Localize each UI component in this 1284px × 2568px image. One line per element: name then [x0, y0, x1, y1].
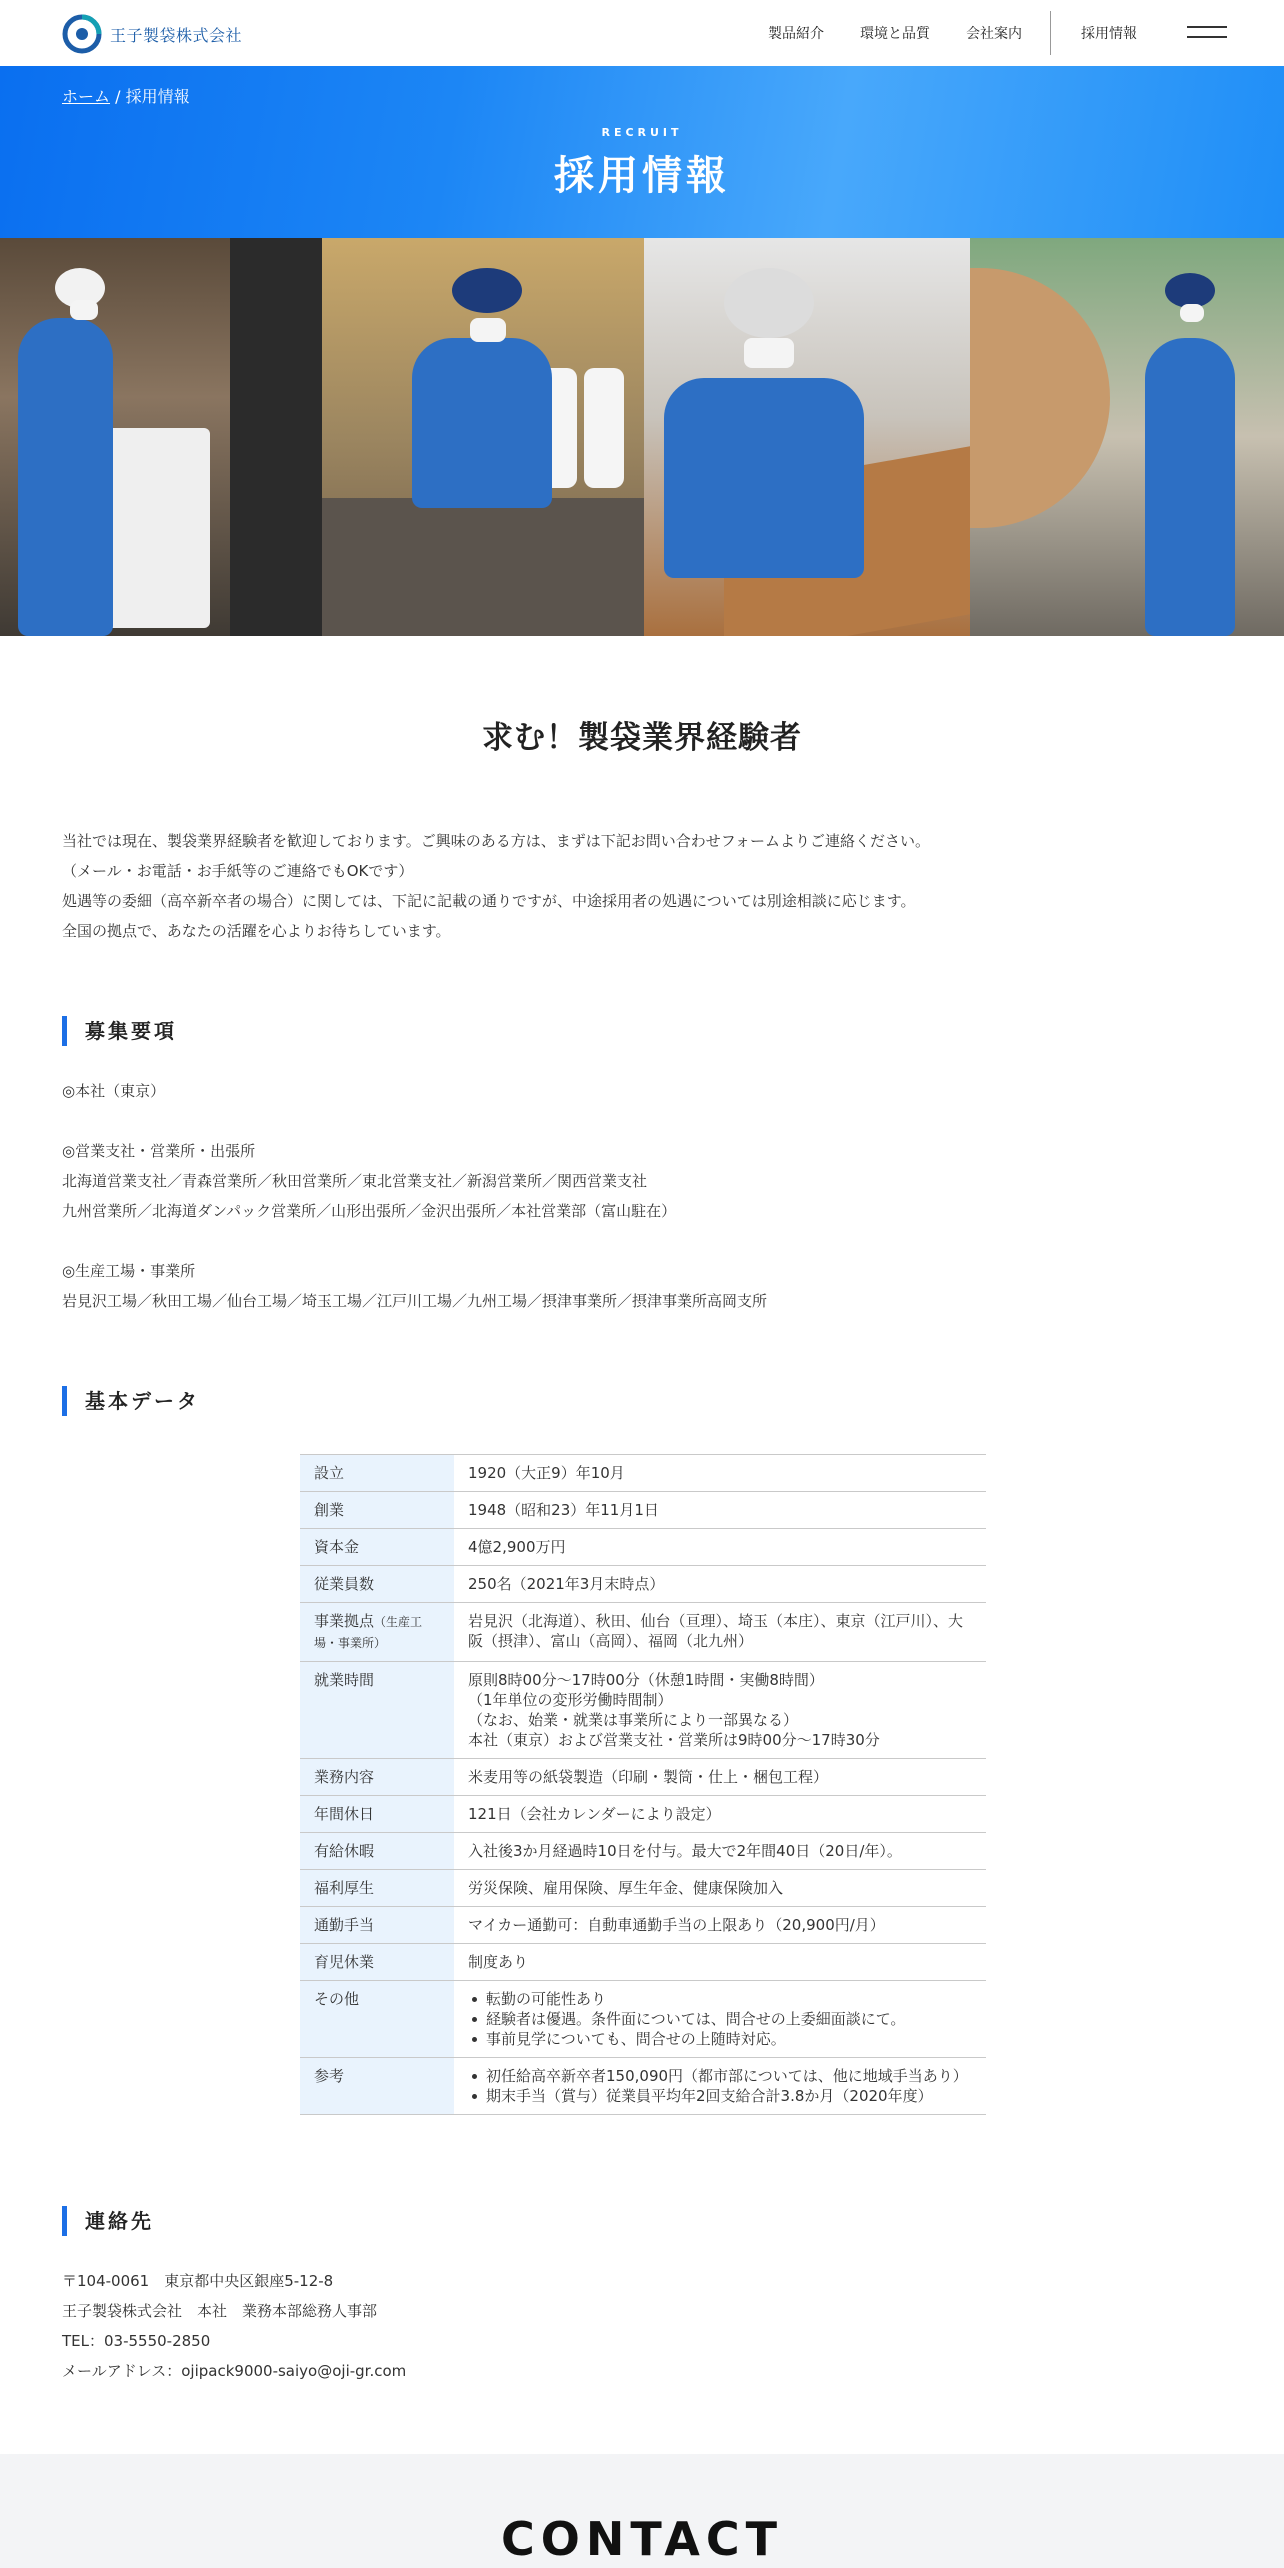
intro-line: 当社では現在、製袋業界経験者を歓迎しております。ご興味のある方は、まずは下記お問い合わせフォームよりご連絡ください。: [62, 832, 931, 850]
value-line: （なお、始業・就業は事業所により一部異なる）: [468, 1711, 799, 1729]
contact-postal-address: 〒104-0061 東京都中央区銀座5-12-8: [62, 2272, 334, 2290]
photo-roll-handling-worker: [970, 238, 1284, 636]
table-row: [300, 1944, 986, 1981]
table-row: [300, 2058, 986, 2115]
page-title: 採用情報: [554, 153, 730, 199]
nav-products[interactable]: 製品紹介: [768, 26, 824, 42]
bullet-item: 転勤の可能性あり: [468, 1989, 972, 2009]
photo-forklift-worker: [0, 238, 322, 636]
global-nav: [768, 0, 1227, 66]
row-label: 資本金: [300, 1529, 454, 1566]
intro-line: （メール・お電話・お手紙等のご連絡でもOKです）: [62, 862, 414, 880]
row-label: 就業時間: [300, 1662, 454, 1759]
breadcrumb-current: 採用情報: [125, 87, 190, 106]
logo-text: 王子製袋株式会社: [110, 25, 243, 45]
row-value: マイカー通勤可：自動車通勤手当の上限あり（20,900円/月）: [454, 1907, 986, 1944]
recruit-sales-title: ◎営業支社・営業所・出張所: [62, 1142, 256, 1160]
row-value: 250名（2021年3月末時点）: [454, 1566, 986, 1603]
row-value: 労災保険、雇用保険、厚生年金、健康保険加入: [454, 1870, 986, 1907]
row-value: 1948（昭和23）年11月1日: [454, 1492, 986, 1529]
intro-text: [62, 826, 1222, 946]
table-row: [300, 1662, 986, 1759]
row-value: 岩見沢（北海道）、秋田、仙台（亘理）、埼玉（本庄）、東京（江戸川）、大阪（摂津）、富山（高岡）、福岡（北九州）: [454, 1603, 986, 1662]
contact-section: [0, 2454, 1284, 2568]
table-row: [300, 1529, 986, 1566]
value-line: 原則8時00分～17時00分（休憩1時間・実働8時間）: [468, 1671, 824, 1689]
row-value: 入社後3か月経過時10日を付与。最大で2年間40日（20日/年）。: [454, 1833, 986, 1870]
table-row: [300, 1833, 986, 1870]
row-label: その他: [300, 1981, 454, 2058]
lead-title: 求む！製袋業界経験者: [482, 720, 802, 756]
row-value: 制度あり: [454, 1944, 986, 1981]
recruit-sales-line: 北海道営業支社／青森営業所／秋田営業所／東北営業支社／新潟営業所／関西営業支社: [62, 1172, 648, 1190]
breadcrumb: [62, 84, 190, 107]
row-label: [300, 1603, 454, 1662]
bullet-list: [468, 1989, 972, 2049]
row-label: 育児休業: [300, 1944, 454, 1981]
contact-department: 王子製袋株式会社 本社 業務本部総務人事部: [62, 2302, 378, 2320]
section-heading-contact: 連絡先: [62, 2206, 154, 2236]
page-hero: [0, 66, 1284, 238]
table-row: [300, 1603, 986, 1662]
row-value: 121日（会社カレンダーにより設定）: [454, 1796, 986, 1833]
row-label-note: （生産工場・事業所）: [314, 1615, 423, 1650]
row-label: 通勤手当: [300, 1907, 454, 1944]
recruit-hq: ◎本社（東京）: [62, 1082, 166, 1100]
table-row: [300, 1870, 986, 1907]
nav-company[interactable]: 会社案内: [966, 26, 1022, 42]
hamburger-menu-icon[interactable]: [1187, 26, 1227, 40]
hero-subtitle: RECRUIT: [601, 126, 683, 139]
bullet-list: [468, 2066, 972, 2106]
recruit-plant-title: ◎生産工場・事業所: [62, 1262, 196, 1280]
row-label: 創業: [300, 1492, 454, 1529]
row-label: 業務内容: [300, 1759, 454, 1796]
table-row: [300, 1907, 986, 1944]
table-row: [300, 1455, 986, 1492]
row-label: 福利厚生: [300, 1870, 454, 1907]
row-label-text: 事業拠点: [314, 1612, 375, 1630]
row-value: [454, 2058, 986, 2115]
row-label: 有給休暇: [300, 1833, 454, 1870]
company-logo[interactable]: [62, 14, 242, 54]
breadcrumb-home[interactable]: ホーム: [62, 87, 111, 106]
row-value: [454, 1981, 986, 2058]
row-value: 1920（大正9）年10月: [454, 1455, 986, 1492]
bullet-item: 初任給高卒新卒者150,090円（都市部については、他に地域手当あり）: [468, 2066, 972, 2086]
basic-data-table: [300, 1454, 986, 2115]
photo-sewing-machine-worker: [322, 238, 644, 636]
value-line: （1年単位の変形労働時間制）: [468, 1691, 673, 1709]
bullet-item: 経験者は優遇。条件面については、問合せの上委細面談にて。: [468, 2009, 972, 2029]
breadcrumb-separator: /: [110, 87, 126, 106]
table-row: [300, 1566, 986, 1603]
section-heading-basic-data: 基本データ: [62, 1386, 200, 1416]
nav-divider: [1050, 11, 1051, 55]
nav-recruit[interactable]: 採用情報: [1081, 26, 1137, 42]
value-line: 本社（東京）および営業支社・営業所は9時00分～17時30分: [468, 1731, 880, 1749]
bullet-item: 事前見学についても、問合せの上随時対応。: [468, 2029, 972, 2049]
row-value: 4億2,900万円: [454, 1529, 986, 1566]
site-header: [0, 0, 1284, 66]
nav-environment-quality[interactable]: 環境と品質: [860, 26, 930, 42]
table-row: [300, 1492, 986, 1529]
recruit-sales-line: 九州営業所／北海道ダンパック営業所／山形出張所／金沢出張所／本社営業部（富山駐在）: [62, 1202, 677, 1220]
intro-line: 処遇等の委細（高卒新卒者の場合）に関しては、下記に記載の通りですが、中途採用者の処遇については別途相談に応じます。: [62, 892, 916, 910]
row-label: 従業員数: [300, 1566, 454, 1603]
row-label: 設立: [300, 1455, 454, 1492]
row-value: 米麦用等の紙袋製造（印刷・製筒・仕上・梱包工程）: [454, 1759, 986, 1796]
recruit-plant-line: 岩見沢工場／秋田工場／仙台工場／埼玉工場／江戸川工場／九州工場／摂津事業所／摂津事業所高岡支所: [62, 1292, 768, 1310]
row-value: [454, 1662, 986, 1759]
logo-mark-icon: [62, 14, 102, 54]
contact-email: メールアドレス：ojipack9000-saiyo@oji-gr.com: [62, 2362, 407, 2380]
section-heading-recruitment: 募集要項: [62, 1016, 177, 1046]
table-row: [300, 1796, 986, 1833]
photo-paper-bag-inspection: [644, 238, 970, 636]
row-label: 年間休日: [300, 1796, 454, 1833]
row-label: 参考: [300, 2058, 454, 2115]
photo-strip: [0, 238, 1284, 636]
bullet-item: 期末手当（賞与）従業員平均年2回支給合計3.8か月（2020年度）: [468, 2086, 972, 2106]
table-row: [300, 1981, 986, 2058]
intro-line: 全国の拠点で、あなたの活躍を心よりお待ちしています。: [62, 922, 451, 940]
contact-title: CONTACT: [501, 2512, 783, 2566]
contact-tel: TEL：03-5550-2850: [62, 2332, 211, 2350]
table-row: [300, 1759, 986, 1796]
